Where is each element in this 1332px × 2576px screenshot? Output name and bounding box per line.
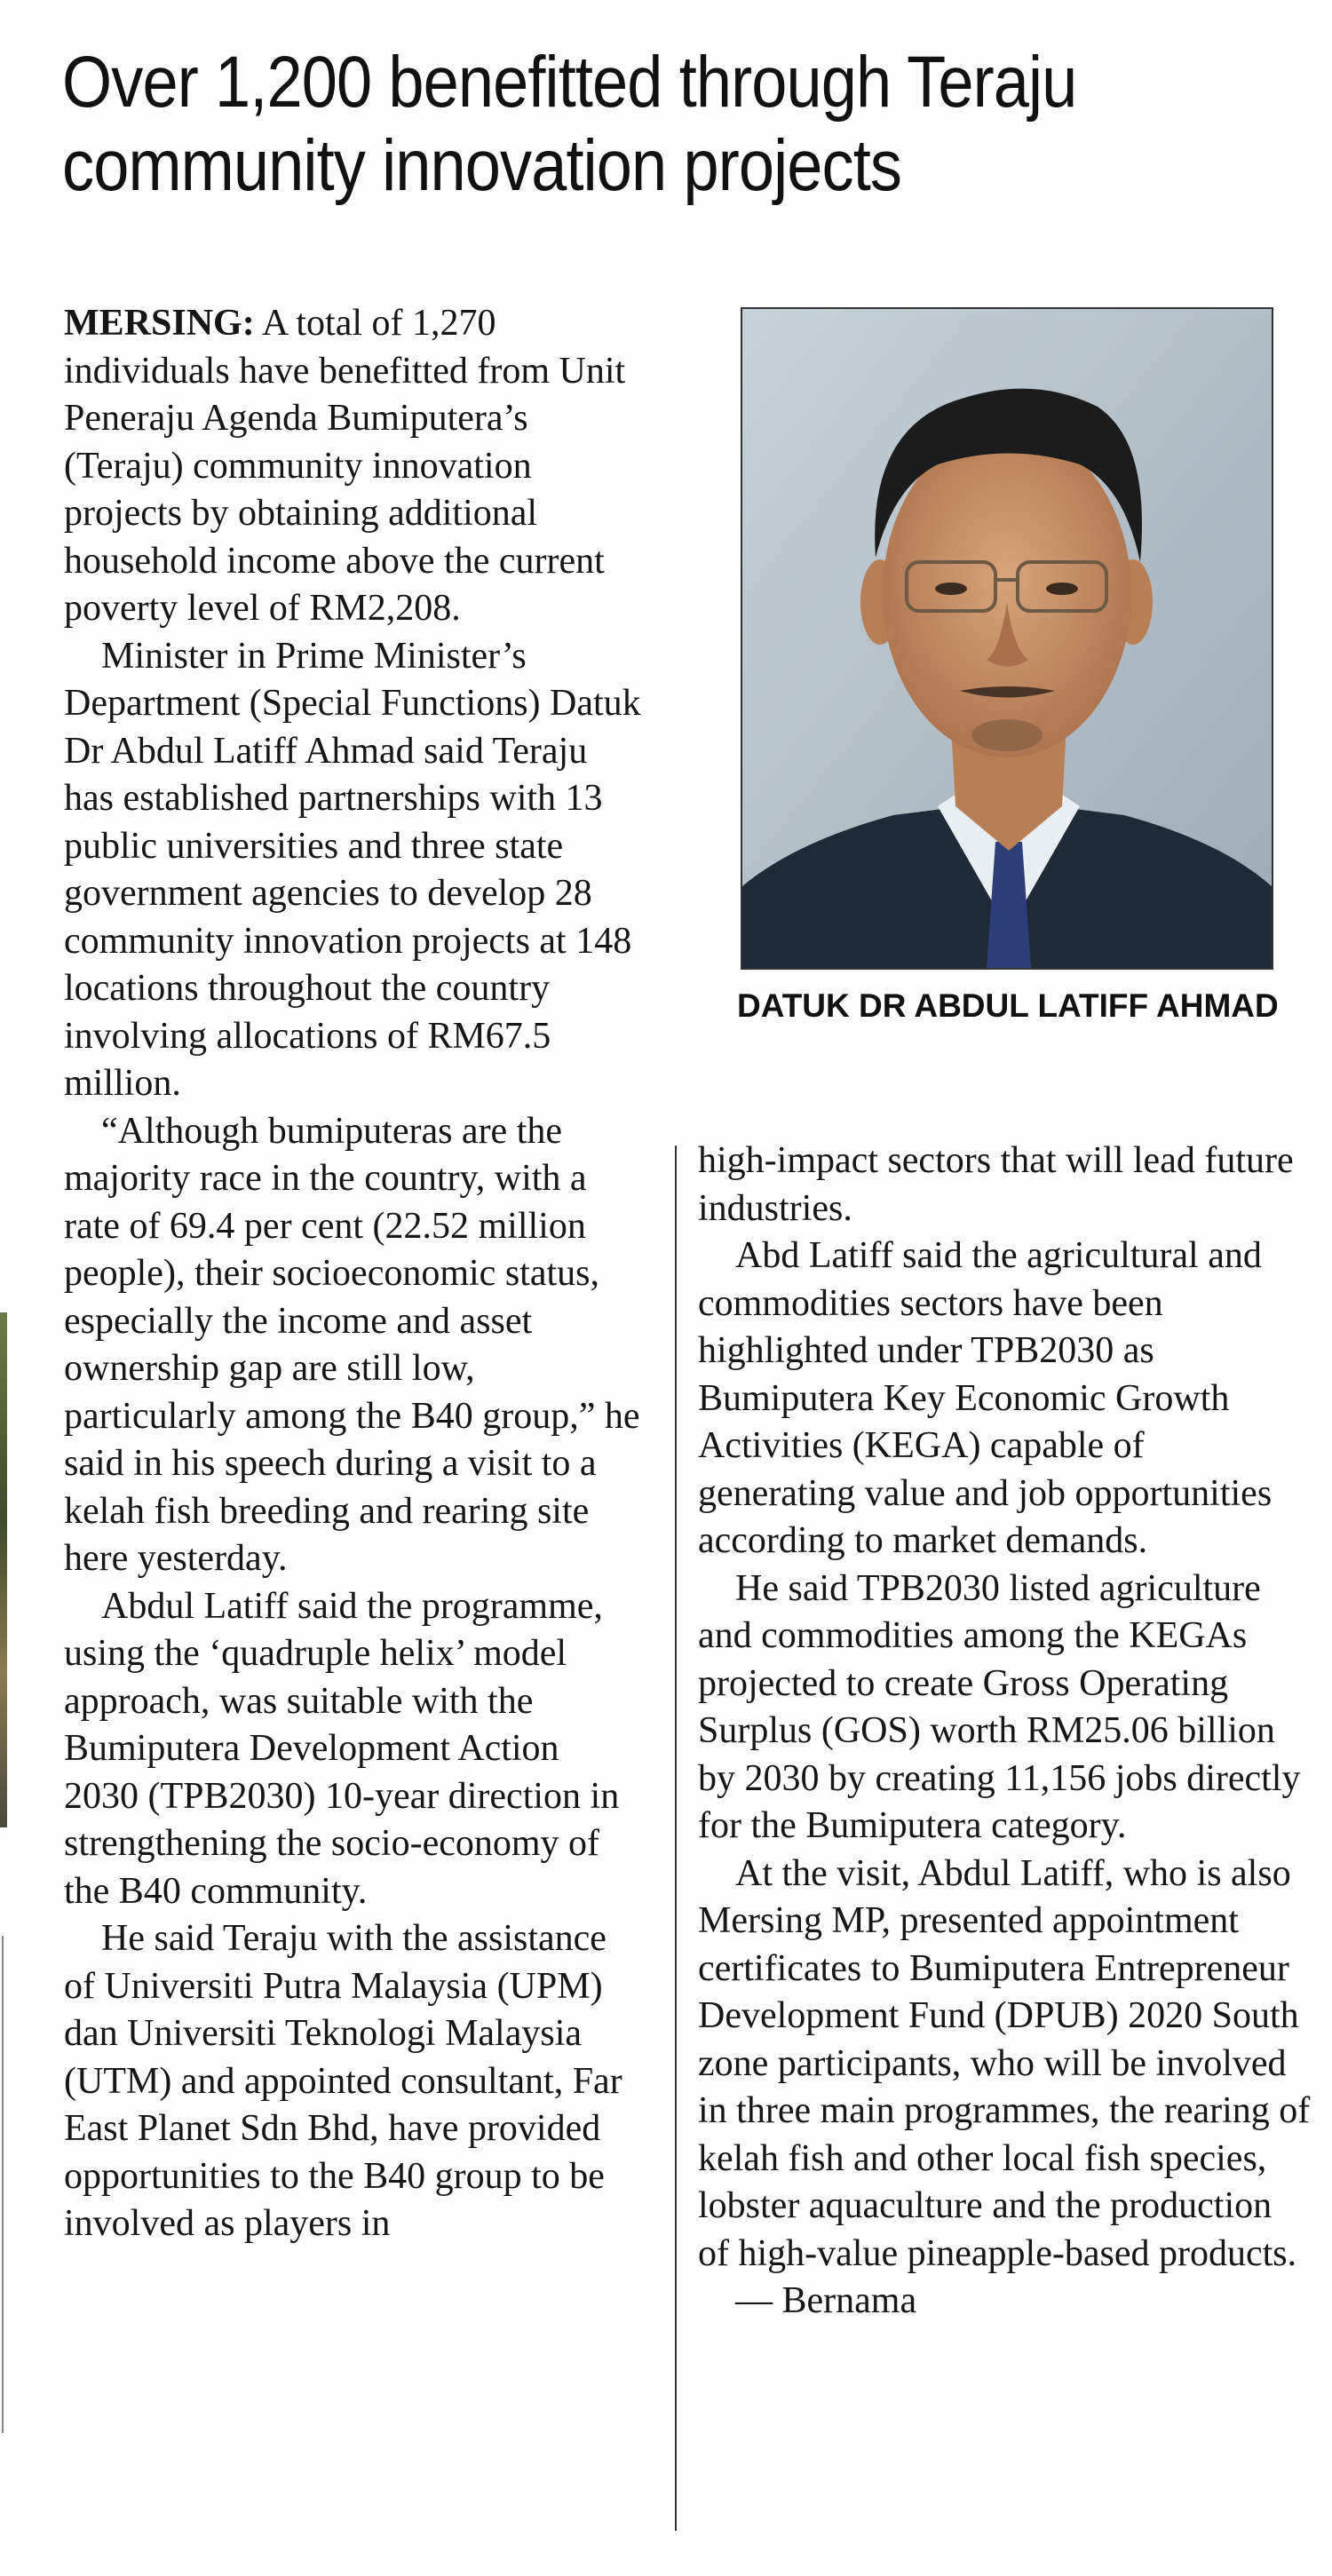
paragraph-1-text: A total of 1,270 individuals have benefitted from Unit Peneraju Agenda Bumiputera’s (Teraju) community innovation projects by obtaining additional household income above the current poverty level of RM2,208.: [64, 303, 626, 629]
headline: Over 1,200 benefitted through Teraju community innovation projects: [62, 42, 1077, 206]
paragraph-4: Abdul Latiff said the programme, using the ‘quadruple helix’ model approach, was suitable with the Bumiputera Development Action 2030 (TPB2030) 10-year direction in strengthening the socio-economy of the B40 community.: [64, 1585, 620, 1912]
paragraph-6: high-impact sectors that will lead future industries.: [698, 1140, 1294, 1229]
paragraph-3: “Although bumiputeras are the majority race in the country, with a rate of 69.4 per cent (22.52 million people), their socioeconomic status, especially the income and asset ownership gap are still low, particularly among the B40 group,” he said in his speech during a visit to a kelah fish breeding and rearing site here yesterday.: [64, 1110, 640, 1579]
column-divider: [675, 1145, 677, 2531]
portrait-photo: [741, 307, 1273, 970]
left-column: [64, 300, 643, 2248]
portrait-illustration: [742, 309, 1272, 968]
edge-rule: [2, 1936, 4, 2433]
paragraph-8: He said TPB2030 listed agriculture and commodities among the KEGAs projected to create Gross Operating Surplus (GOS) worth RM25.06 billion by 2030 by creating 11,156 jobs directly for the Bumiputera category.: [698, 1567, 1301, 1846]
adjacent-photo-edge: [0, 1312, 7, 1827]
right-column: [698, 1137, 1311, 2326]
paragraph-5: He said Teraju with the assistance of Universiti Putra Malaysia (UPM) dan Universiti Teknologi Malaysia (UTM) and appointed consultant, Far East Planet Sdn Bhd, have provided opportunities to the B40 group to be involved as players in: [64, 1918, 622, 2244]
paragraph-7: Abd Latiff said the agricultural and commodities sectors have been highlighted under TPB2030 as Bumiputera Key Economic Growth Activities (KEGA) capable of generating value and job opportunities according to market demands.: [698, 1235, 1273, 1561]
paragraph-9: At the visit, Abdul Latiff, who is also Mersing MP, presented appointment certificates to Bumiputera Entrepreneur Development Fund (DPUB) 2020 South zone participants, who will be involved in three main programmes, the rearing of kelah fish and other local fish species, lobster aquaculture and the production of high-value pineapple-based products.: [698, 1852, 1311, 2274]
photo-caption: DATUK DR ABDUL LATIFF AHMAD: [737, 987, 1279, 1024]
paragraph-1: [64, 300, 643, 633]
dateline: MERSING:: [64, 303, 255, 344]
paragraph-2: Minister in Prime Minister’s Department (Special Functions) Datuk Dr Abdul Latiff Ahmad said Teraju has established partnerships with 13 public universities and three state government agencies to develop 28 community innovation projects at 148 locations throughout the country involving allocations of RM67.5 million.: [64, 635, 641, 1104]
byline: — Bernama: [735, 2280, 917, 2321]
